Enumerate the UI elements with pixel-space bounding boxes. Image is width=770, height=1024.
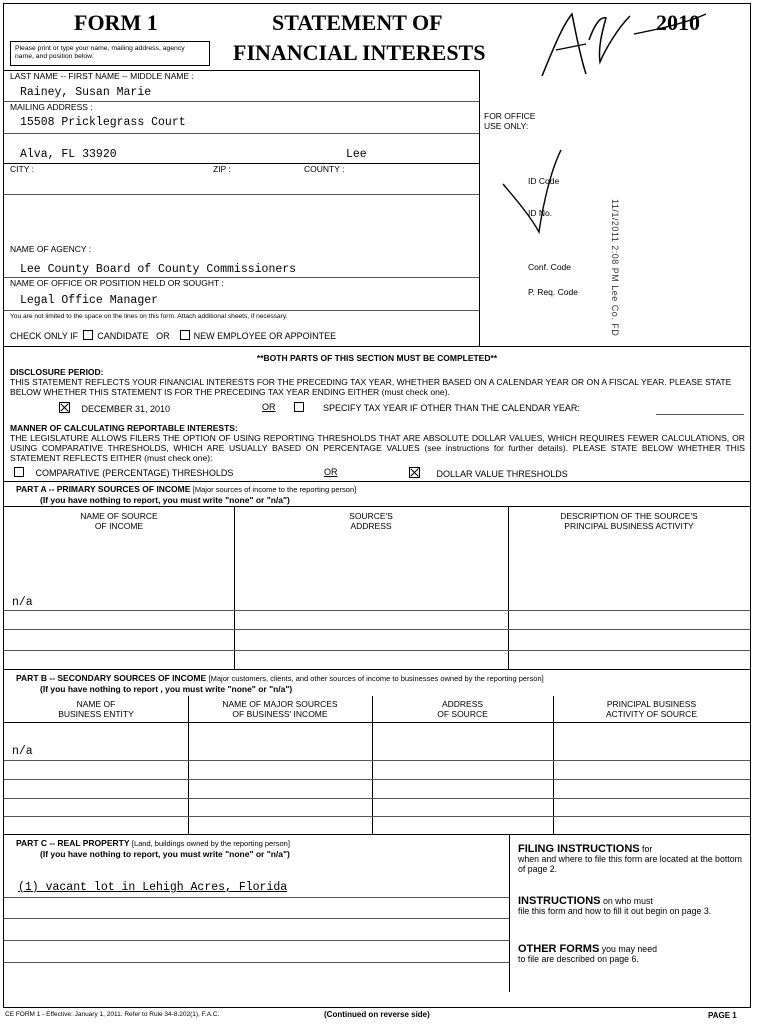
instr-text: file this form and how to fill it out begin on page 3.	[518, 906, 712, 916]
form-number: FORM 1	[74, 10, 158, 35]
part-b-col1: NAME OF BUSINESS ENTITY	[58, 699, 134, 719]
part-a-entry[interactable]: n/a	[12, 596, 33, 609]
part-c-entry[interactable]: (1) vacant lot in Lehigh Acres, Florida	[18, 881, 288, 894]
county-value[interactable]: Lee	[346, 148, 367, 161]
dollar-label: DOLLAR VALUE THRESHOLDS	[436, 469, 568, 479]
part-c-sub: (If you have nothing to report, you must write "none" or "n/a")	[40, 849, 290, 859]
part-b-row-line	[4, 816, 750, 817]
part-b-title-row	[16, 673, 544, 683]
county-label: COUNTY :	[304, 164, 345, 174]
zip-label: ZIP :	[213, 164, 231, 174]
part-b-col4: PRINCIPAL BUSINESS ACTIVITY OF SOURCE	[606, 699, 697, 719]
filer-name[interactable]: Rainey, Susan Marie	[20, 86, 152, 99]
form-page	[3, 3, 751, 1008]
disclosure-period-text: THIS STATEMENT REFLECTS YOUR FINANCIAL INTERESTS FOR THE PRECEDING TAX YEAR, WHETHER BASED ON A CALENDAR YEAR OR ON A FISCAL YEAR. PLEASE STATE BELOW WHETHER THIS STATEMENT IS FOR THE PRECEDING TAX YEAR ENDING EITHER (must check one).	[10, 377, 732, 397]
part-b-entry[interactable]: n/a	[12, 745, 33, 758]
part-c-row-line	[4, 918, 509, 919]
position-label: NAME OF OFFICE OR POSITION HELD OR SOUGHT :	[10, 278, 224, 288]
part-b-col3: ADDRESS OF SOURCE	[437, 699, 488, 719]
part-a-row-line	[4, 629, 750, 630]
agency-label: NAME OF AGENCY :	[10, 244, 92, 254]
city-state-zip[interactable]: Alva, FL 33920	[20, 148, 117, 161]
receipt-stamp: 11/1/2011 2:08 PM Lee Co. FD	[610, 199, 620, 337]
manner-text: THE LEGISLATURE ALLOWS FILERS THE OPTION OF USING REPORTING THRESHOLDS THAT ARE ABSOLUTE DOLLAR VALUES, WHICH REQUIRES FEWER CALCULATIONS, OR USING COMPARATIVE THRESHOLDS, WHICH ARE USUALLY BASED ON PERCENTAGE VALUES (see instructions for further details). PLEASE STATE BELOW WHETHER THIS STATEMENT REFLECTS EITHER (must check one):	[10, 433, 745, 463]
office-use-label: FOR OFFICE USE ONLY:	[484, 111, 536, 131]
specify-checkbox[interactable]	[294, 402, 304, 412]
new-employee-checkbox[interactable]	[180, 330, 190, 340]
dollar-checkbox[interactable]	[409, 467, 420, 478]
id-no-label: ID No.	[528, 208, 553, 218]
part-c-row-line	[4, 940, 509, 941]
part-b-sub: (If you have nothing to report , you must write "none" or "n/a")	[40, 684, 293, 694]
disclosure-period-title: DISCLOSURE PERIOD:	[10, 367, 104, 377]
footer-form-ref: CE FORM 1 - Effective: January 1, 2011. Refer to Rule 34-8.202(1), F.A.C.	[5, 1011, 220, 1018]
dec31-label: DECEMBER 31, 2010	[81, 404, 171, 414]
agency-value[interactable]: Lee County Board of County Commissioners	[20, 263, 297, 276]
part-b-col2: NAME OF MAJOR SOURCES OF BUSINESS' INCOME	[222, 699, 338, 719]
instr-title: INSTRUCTIONS	[518, 895, 601, 907]
period-or: OR	[262, 402, 276, 412]
position-value[interactable]: Legal Office Manager	[20, 294, 159, 307]
part-a-col3: DESCRIPTION OF THE SOURCE'S PRINCIPAL BUSINESS ACTIVITY	[560, 511, 698, 531]
part-c-row-line	[4, 962, 509, 963]
specify-line[interactable]	[656, 414, 744, 415]
footer-continued: (Continued on reverse side)	[324, 1010, 430, 1019]
part-a-title-row	[16, 484, 356, 494]
title-line1: STATEMENT OF	[272, 10, 443, 35]
p-req-code-label: P. Req. Code	[528, 287, 578, 297]
part-c-title-note: [Land, buildings owned by the reporting person]	[131, 839, 290, 848]
city-label: CITY :	[10, 164, 34, 174]
print-note: Please print or type your name, mailing address, agency name, and position below:	[15, 45, 185, 60]
specify-label: SPECIFY TAX YEAR IF OTHER THAN THE CALENDAR YEAR:	[323, 403, 580, 413]
other-forms-note	[518, 944, 746, 964]
part-a-title-note: [Major sources of income to the reporting person]	[192, 485, 357, 494]
id-code-label: ID Code	[528, 176, 560, 186]
part-a-col1: NAME OF SOURCE OF INCOME	[80, 511, 158, 531]
instructions-note	[518, 896, 746, 916]
part-a-sub: (If you have nothing to report, you must write "none" or "n/a")	[40, 495, 290, 505]
part-b-title-note: [Major customers, clients, and other sources of income to businesses owned by the reporting person]	[208, 674, 544, 683]
candidate-checkbox[interactable]	[83, 330, 93, 340]
form-year: 2010	[656, 10, 700, 35]
part-a-row-line	[4, 610, 750, 611]
filing-instructions	[518, 844, 746, 874]
comparative-row	[14, 467, 233, 478]
specify-row	[294, 402, 580, 413]
part-c-title-row	[16, 838, 290, 848]
part-b-row-line	[4, 798, 750, 799]
title-line2: FINANCIAL INTERESTS	[233, 40, 486, 65]
manner-title: MANNER OF CALCULATING REPORTABLE INTERESTS:	[10, 423, 238, 433]
or-label: OR	[156, 331, 170, 341]
part-a-col2: SOURCE'S ADDRESS	[349, 511, 393, 531]
candidate-label: CANDIDATE	[97, 331, 149, 341]
other-title: OTHER FORMS	[518, 943, 600, 955]
check-label: CHECK ONLY IF	[10, 331, 79, 341]
dollar-row	[409, 467, 568, 479]
part-c-row-line	[4, 897, 509, 898]
comparative-checkbox[interactable]	[14, 467, 24, 477]
instr-tail: on who must	[600, 896, 653, 906]
part-b-title: PART B -- SECONDARY SOURCES OF INCOME	[16, 673, 207, 683]
comparative-label: COMPARATIVE (PERCENTAGE) THRESHOLDS	[35, 468, 234, 478]
period-row	[59, 402, 170, 414]
manner-or: OR	[324, 467, 338, 477]
part-c-title: PART C -- REAL PROPERTY	[16, 838, 130, 848]
name-label: LAST NAME -- FIRST NAME -- MIDDLE NAME :	[10, 71, 194, 81]
conf-code-label: Conf. Code	[528, 262, 571, 272]
office-check-mark	[499, 144, 569, 254]
footer-page: PAGE 1	[708, 1011, 737, 1020]
filing-title: FILING INSTRUCTIONS	[518, 843, 640, 855]
space-note: You are not limited to the space on the lines on this form. Attach additional sheets, if necessary.	[10, 313, 288, 320]
part-a-title: PART A -- PRIMARY SOURCES OF INCOME	[16, 484, 191, 494]
dec31-checkbox[interactable]	[59, 402, 70, 413]
print-note-box	[10, 41, 210, 66]
address-label: MAILING ADDRESS :	[10, 102, 93, 112]
part-b-row-line	[4, 779, 750, 780]
check-row	[10, 330, 336, 341]
mailing-address[interactable]: 15508 Pricklegrass Court	[20, 116, 186, 129]
filing-text: when and where to file this form are located at the bottom of page 2.	[518, 854, 742, 874]
part-b-row-line	[4, 760, 750, 761]
both-parts-note: **BOTH PARTS OF THIS SECTION MUST BE COMPLETED**	[256, 353, 498, 363]
other-tail: you may need	[599, 944, 657, 954]
filing-tail: for	[639, 844, 653, 854]
part-a-row-line	[4, 650, 750, 651]
handwritten-initials	[534, 4, 744, 104]
new-employee-label: NEW EMPLOYEE OR APPOINTEE	[193, 331, 337, 341]
other-text: to file are described on page 6.	[518, 954, 639, 964]
